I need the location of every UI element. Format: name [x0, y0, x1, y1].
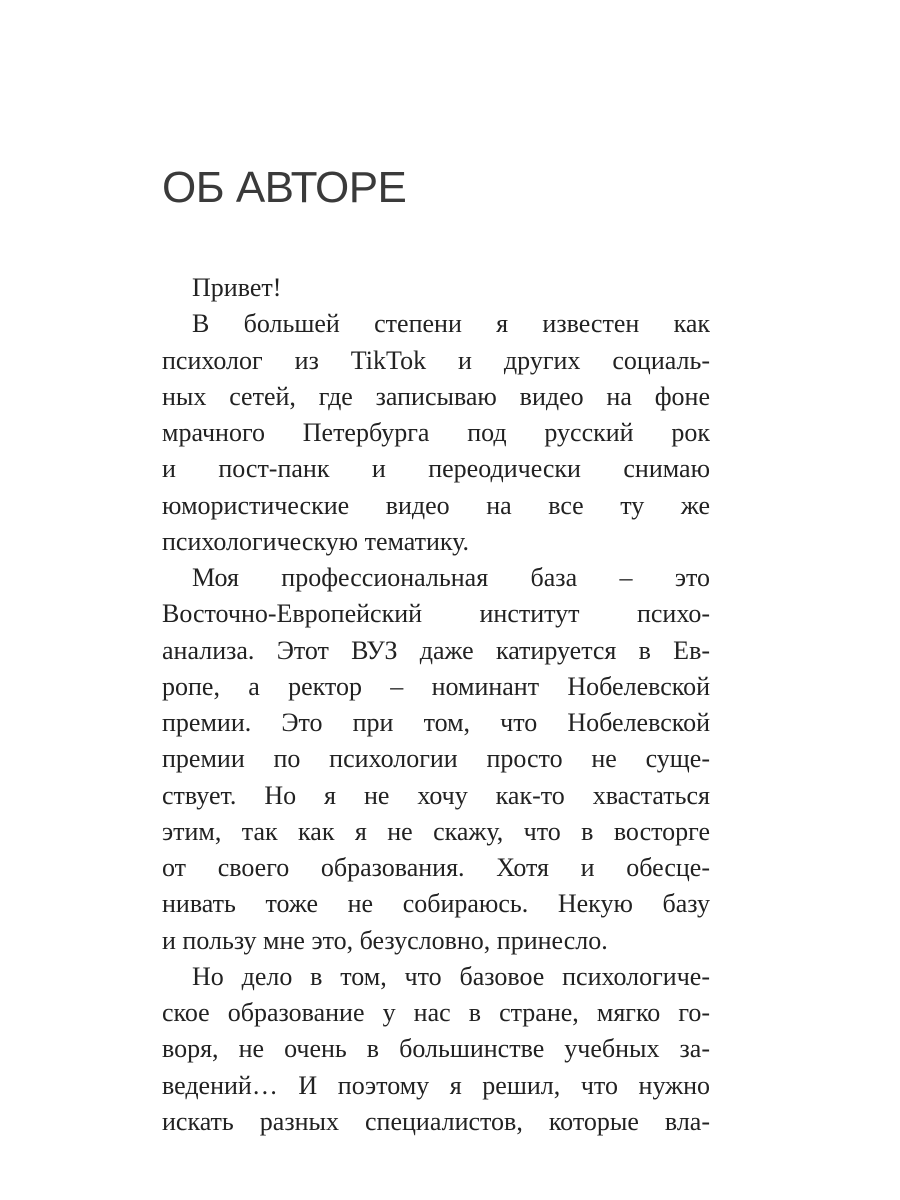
- text-line: ных сетей, где записываю видео на фоне: [162, 381, 710, 411]
- paragraph: [162, 959, 710, 1140]
- text-line: нивать тоже не собираюсь. Некую базу: [162, 889, 710, 919]
- text-line: ствует. Но я не хочу как-то хвастаться: [162, 780, 710, 810]
- text-line: Но дело в том, что базовое психологиче-: [192, 961, 710, 991]
- paragraph: [162, 560, 710, 959]
- text-line: от своего образования. Хотя и обесце-: [162, 853, 710, 882]
- text-line: и пост-панк и переодически снимаю: [162, 454, 710, 484]
- text-line: и пользу мне это, безусловно, принесло.: [162, 925, 608, 955]
- text-line: психолог из TikTok и других социаль-: [162, 345, 710, 375]
- text-line: ведений… И поэтому я решил, что нужно: [162, 1070, 710, 1100]
- text-line: премии по психологии просто не суще-: [162, 744, 710, 774]
- text-line: ское образование у нас в стране, мягко го-: [162, 998, 710, 1027]
- text-line: психологическую тематику.: [162, 526, 470, 556]
- text-line: юмористические видео на все ту же: [162, 490, 710, 520]
- text-line: Моя профессиональная база – это: [192, 563, 710, 592]
- page-title: ОБ АВТОРЕ: [162, 163, 407, 212]
- text-line: ропе, а ректор – номинант Нобелевской: [162, 671, 710, 701]
- text-line: премии. Это при том, что Нобелевской: [162, 708, 710, 737]
- text-line: В большей степени я известен как: [192, 309, 710, 339]
- text-line: этим, так как я не скажу, что в восторге: [162, 816, 710, 846]
- body-text: [162, 270, 710, 1140]
- text-line: Восточно-Европейский институт психо-: [162, 599, 710, 629]
- text-line: искать разных специалистов, которые вла-: [162, 1106, 710, 1136]
- paragraph: [162, 270, 710, 306]
- text-line: Привет!: [192, 273, 282, 302]
- paragraph: [162, 306, 710, 560]
- text-line: анализа. Этот ВУЗ даже катируется в Ев-: [162, 635, 710, 665]
- text-line: воря, не очень в большинстве учебных за-: [162, 1034, 710, 1064]
- text-line: мрачного Петербурга под русский рок: [162, 418, 710, 447]
